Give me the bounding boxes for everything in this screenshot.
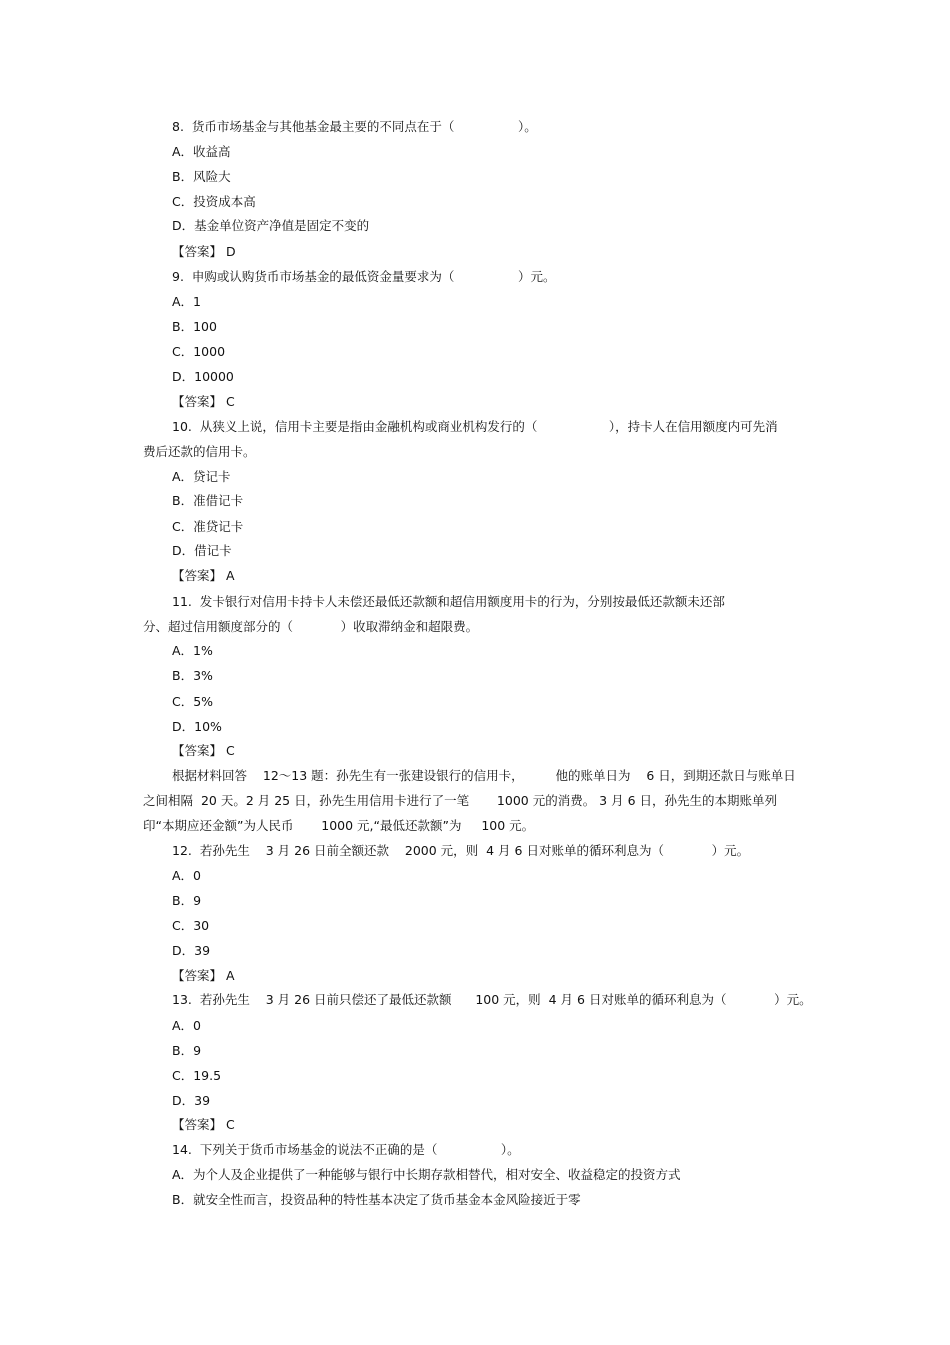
question-8-option-a: A．收益高: [172, 144, 231, 159]
material-line1: 根据材料回答 12～13 题：孙先生有一张建设银行的信用卡， 他的账单日为 6 日，到期还款日与账单日: [172, 768, 796, 783]
question-12-option-b: B．9: [172, 893, 202, 908]
question-11-stem-line1: 11. 发卡银行对信用卡持卡人未偿还最低还款额和超信用额度用卡的行为，分别按最低还款额未还部: [172, 594, 725, 609]
question-12-option-d: D．39: [172, 943, 211, 958]
question-9-answer: 【答案】 C: [172, 394, 235, 409]
question-13-option-c: C．19.5: [172, 1068, 222, 1083]
question-10-option-c: C．准贷记卡: [172, 519, 244, 534]
question-14-option-b: B．就安全性而言，投资品种的特性基本决定了货币基金本金风险接近于零: [172, 1192, 581, 1207]
question-13-option-a: A．0: [172, 1018, 202, 1033]
question-11-option-d: D．10%: [172, 719, 222, 734]
question-10-option-b: B．准借记卡: [172, 493, 244, 508]
question-14-option-a: A．为个人及企业提供了一种能够与银行中长期存款相替代，相对安全、收益稳定的投资方式: [172, 1167, 681, 1182]
question-13-option-d: D．39: [172, 1093, 211, 1108]
material-line3: 印“本期应还金额”为人民币 1000 元,“最低还款额”为 100 元。: [143, 818, 535, 833]
question-9-option-a: A．1: [172, 294, 202, 309]
question-10-answer: 【答案】 A: [172, 568, 235, 583]
question-11-option-c: C．5%: [172, 694, 214, 709]
question-11-answer: 【答案】 C: [172, 743, 235, 758]
question-13-option-b: B．9: [172, 1043, 202, 1058]
question-11-option-a: A．1%: [172, 643, 213, 658]
question-8-option-b: B．风险大: [172, 169, 231, 184]
question-9-option-b: B．100: [172, 319, 217, 334]
question-10-stem-line2: 费后还款的信用卡。: [143, 444, 256, 459]
question-13-stem: 13. 若孙先生 3 月 26 日前只偿还了最低还款额 100 元，则 4 月 6 日对账单的循环利息为（ ）元。: [172, 992, 812, 1007]
question-8-option-d: D．基金单位资产净值是固定不变的: [172, 218, 370, 233]
question-8-stem: 8. 货币市场基金与其他基金最主要的不同点在于（ ）。: [172, 119, 537, 134]
question-9-stem: 9. 申购或认购货币市场基金的最低资金量要求为（ ）元。: [172, 269, 556, 284]
question-10-option-a: A．贷记卡: [172, 469, 231, 484]
question-10-option-d: D．借记卡: [172, 543, 232, 558]
question-9-option-d: D．10000: [172, 369, 234, 384]
question-12-stem: 12. 若孙先生 3 月 26 日前全额还款 2000 元，则 4 月 6 日对账单的循环利息为（ ）元。: [172, 843, 750, 858]
question-10-stem-line1: 10. 从狭义上说，信用卡主要是指由金融机构或商业机构发行的（ ），持卡人在信用额度内可先消: [172, 419, 778, 434]
question-12-answer: 【答案】 A: [172, 968, 235, 983]
material-line2: 之间相隔 20 天。2 月 25 日，孙先生用信用卡进行了一笔 1000 元的消费。 3 月 6 日，孙先生的本期账单列: [143, 793, 778, 808]
question-12-option-a: A．0: [172, 868, 202, 883]
question-11-stem-line2: 分、超过信用额度部分的（ ）收取滞纳金和超限费。: [143, 619, 479, 634]
question-13-answer: 【答案】 C: [172, 1117, 235, 1132]
question-8-answer: 【答案】 D: [172, 244, 236, 259]
question-14-stem: 14. 下列关于货币市场基金的说法不正确的是（ ）。: [172, 1142, 520, 1157]
question-8-option-c: C．投资成本高: [172, 194, 256, 209]
question-9-option-c: C．1000: [172, 344, 226, 359]
question-11-option-b: B．3%: [172, 668, 213, 683]
question-12-option-c: C．30: [172, 918, 210, 933]
